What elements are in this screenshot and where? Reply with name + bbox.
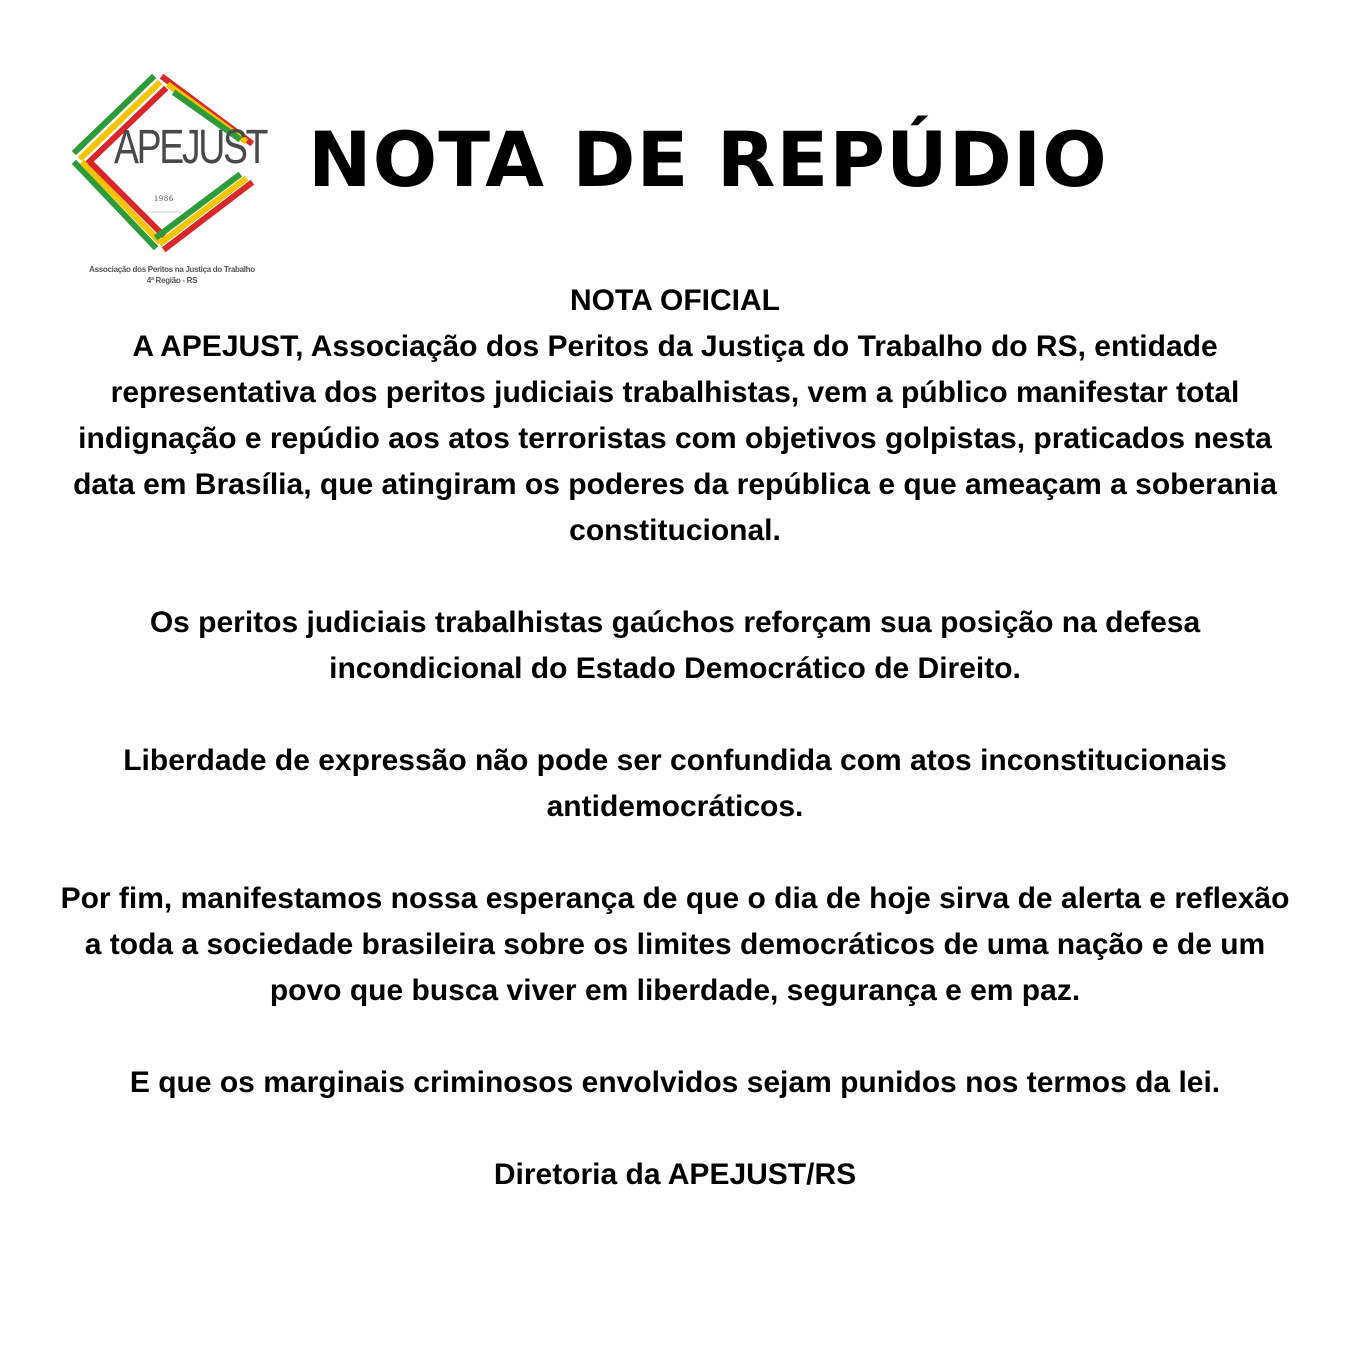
statement-paragraph-5: E que os marginais criminosos envolvidos sejam punidos nos termos da lei. bbox=[129, 1066, 1221, 1099]
apejust-logo bbox=[62, 68, 290, 290]
logo-diamond-frame bbox=[62, 68, 290, 290]
logo-caption-line1: Associação dos Peritos na Justiça do Trabalho bbox=[89, 265, 255, 274]
statement-signature: Diretoria da APEJUST/RS bbox=[493, 1158, 857, 1191]
statement-paragraph-1: A APEJUST, Associação dos Peritos da Justiça do Trabalho do RS, entidade representativa dos peritos judiciais trabalhistas, vem a público manifestar total indignação e repúdio aos atos terroristas com objetivos golpistas, praticados nesta data em Brasília, que atingiram os poderes da república e que ameaçam a soberania constitucional. bbox=[73, 330, 1277, 547]
statement-heading: NOTA OFICIAL bbox=[570, 284, 780, 317]
statement-paragraph-2: Os peritos judiciais trabalhistas gaúchos reforçam sua posição na defesa incondicional do Estado Democrático de Direito. bbox=[149, 606, 1201, 685]
page-title: NOTA DE REPÚDIO bbox=[308, 115, 1108, 204]
logo-caption-line2: 4ª Região - RS bbox=[146, 276, 198, 285]
logo-acronym: APEJUST bbox=[114, 121, 267, 174]
statement-paragraph-4: Por fim, manifestamos nossa esperança de que o dia de hoje sirva de alerta e reflexão a toda a sociedade brasileira sobre os limites democráticos de uma nação e de um povo que busca viver em liberdade, segurança e em paz. bbox=[60, 882, 1290, 1007]
statement-body bbox=[60, 278, 1290, 1244]
logo-year: 1986 bbox=[154, 194, 174, 203]
statement-paragraph-3: Liberdade de expressão não pode ser confundida com atos inconstitucionais antidemocráticos. bbox=[123, 744, 1227, 823]
